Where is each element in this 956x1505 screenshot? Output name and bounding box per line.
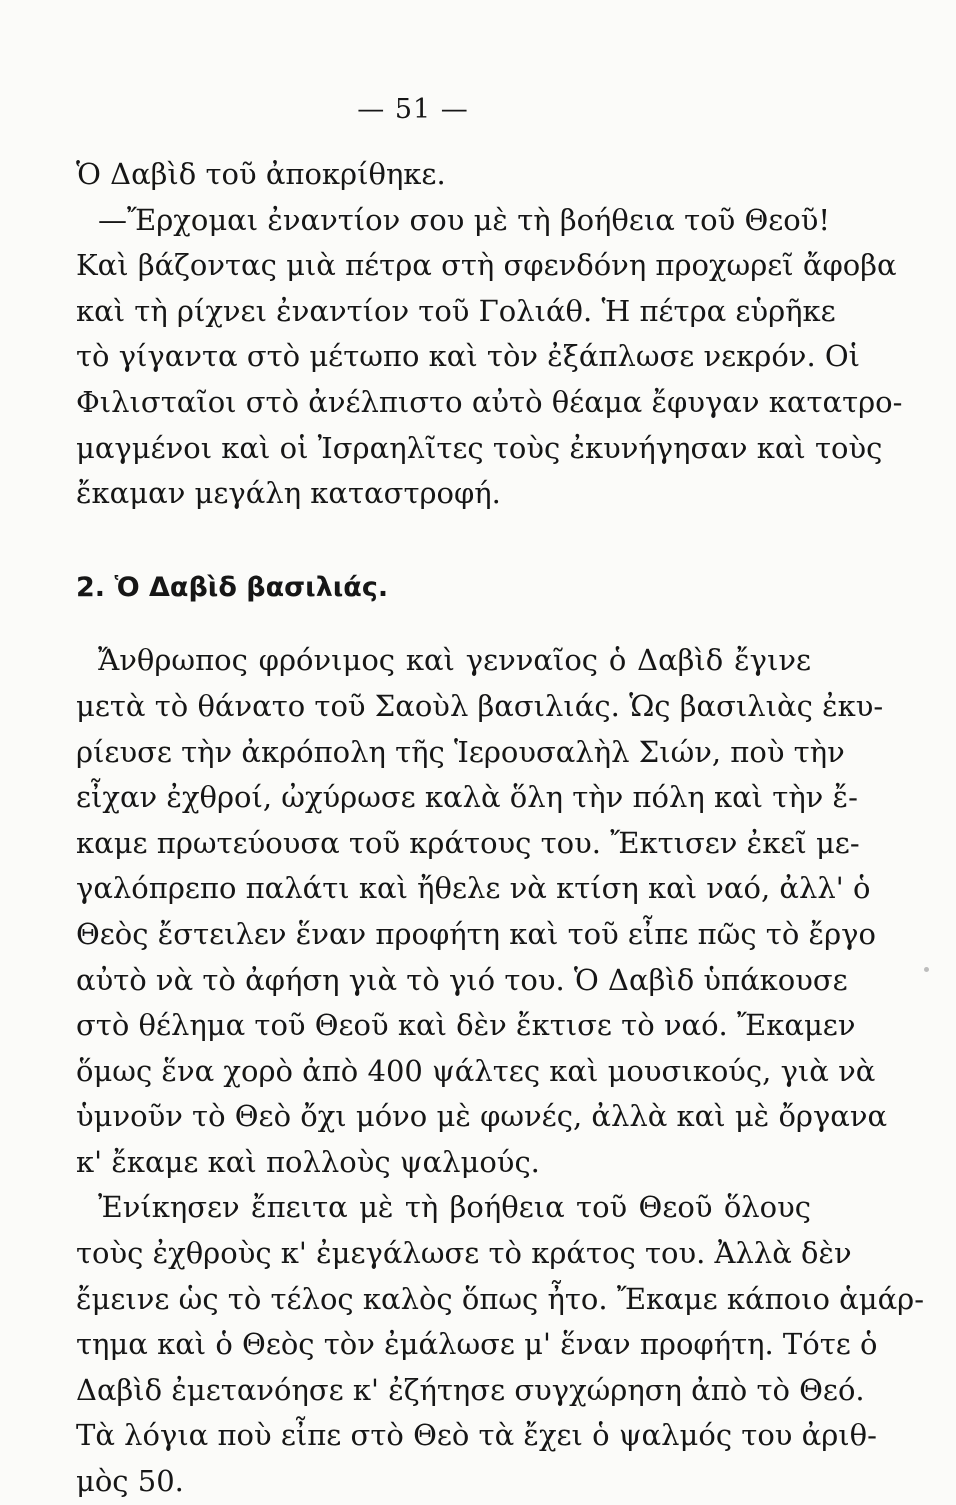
text-line: Δαβὶδ ἐμετανόησε κ' ἐζήτησε συγχώρηση ἀπὸ τὸ Θεό. [76,1372,865,1407]
section-heading: 2. Ὁ Δαβὶδ βασιλιάς. [76,571,389,603]
text-line: —Ἔρχομαι ἐναντίον σου μὲ τὴ βοήθεια τοῦ Θεοῦ! [98,202,830,237]
paragraph-victories [76,1185,924,1504]
text-line: ρίευσε τὴν ἀκρόπολη τῆς Ἱερουσαλὴλ Σιών, ποὺ τὴν [76,734,845,769]
text-line: Τὰ λόγια ποὺ εἶπε στὸ Θεὸ τὰ ἔχει ὁ ψαλμός του ἀριθ- [76,1418,877,1453]
text-line: Ἐνίκησεν ἔπειτα μὲ τὴ βοήθεια τοῦ Θεοῦ ὅλους [98,1190,811,1225]
text-line: καὶ τὴ ρίχνει ἐναντίον τοῦ Γολιάθ. Ἡ πέτρα εὑρῆκε [76,293,836,328]
paragraph-dialogue [76,152,903,517]
text-line: στὸ θέλημα τοῦ Θεοῦ καὶ δὲν ἔκτισε τὸ ναό. Ἔκαμεν [76,1008,856,1043]
text-line: ἔμεινε ὡς τὸ τέλος καλὸς ὅπως ἦτο. Ἔκαμε κάποιο ἁμάρ- [76,1281,924,1316]
text-line: ἔκαμαν μεγάλη καταστροφή. [76,476,501,511]
text-line: Φιλισταῖοι στὸ ἀνέλπιστο αὐτὸ θέαμα ἔφυγαν κατατρο- [76,384,903,419]
text-line: μαγμένοι καὶ οἱ Ἰσραηλῖτες τοὺς ἐκυνήγησαν καὶ τοὺς [76,430,883,465]
paragraph-david-king [76,638,888,1185]
text-line: μετὰ τὸ θάνατο τοῦ Σαοὺλ βασιλιάς. Ὡς βασιλιὰς ἐκυ- [76,688,884,723]
text-line: κ' ἔκαμε καὶ πολλοὺς ψαλμούς. [76,1144,540,1179]
text-line: Ὁ Δαβὶδ τοῦ ἀποκρίθηκε. [76,157,446,191]
paper-speck [924,967,929,972]
text-line: Ἄνθρωπος φρόνιμος καὶ γενναῖος ὁ Δαβὶδ ἔγινε [98,643,811,678]
text-line: ὑμνοῦν τὸ Θεὸ ὄχι μόνο μὲ φωνές, ἀλλὰ καὶ μὲ ὄργανα [76,1099,888,1134]
page-number: — 51 — [357,94,469,125]
text-line: αὐτὸ νὰ τὸ ἀφήση γιὰ τὸ γιό του. Ὁ Δαβὶδ ὑπάκουσε [76,962,848,997]
text-line: μὸς 50. [76,1464,184,1499]
text-line: τημα καὶ ὁ Θεὸς τὸν ἐμάλωσε μ' ἕναν προφήτη. Τότε ὁ [76,1327,878,1362]
text-line: Θεὸς ἔστειλεν ἕναν προφήτη καὶ τοῦ εἶπε πῶς τὸ ἔργο [76,916,876,951]
text-line: εἶχαν ἐχθροί, ὠχύρωσε καλὰ ὅλη τὴν πόλη καὶ τὴν ἔ- [76,780,858,815]
page-body [76,152,924,1505]
text-line: ὅμως ἕνα χορὸ ἀπὸ 400 ψάλτες καὶ μουσικούς, γιὰ νὰ [76,1053,876,1088]
text-line: γαλόπρεπο παλάτι καὶ ἤθελε νὰ κτίση καὶ ναό, ἀλλ' ὁ [76,871,871,906]
text-line: καμε πρωτεύουσα τοῦ κράτους του. Ἔκτισεν ἐκεῖ με- [76,825,860,860]
text-line: τὸ γίγαντα στὸ μέτωπο καὶ τὸν ἐξάπλωσε νεκρόν. Οἱ [76,339,861,374]
text-line: Καὶ βάζοντας μιὰ πέτρα στὴ σφενδόνη προχωρεῖ ἄφοβα [76,248,897,283]
text-line: τοὺς ἐχθροὺς κ' ἐμεγάλωσε τὸ κράτος του. Ἀλλὰ δὲν [76,1236,852,1271]
